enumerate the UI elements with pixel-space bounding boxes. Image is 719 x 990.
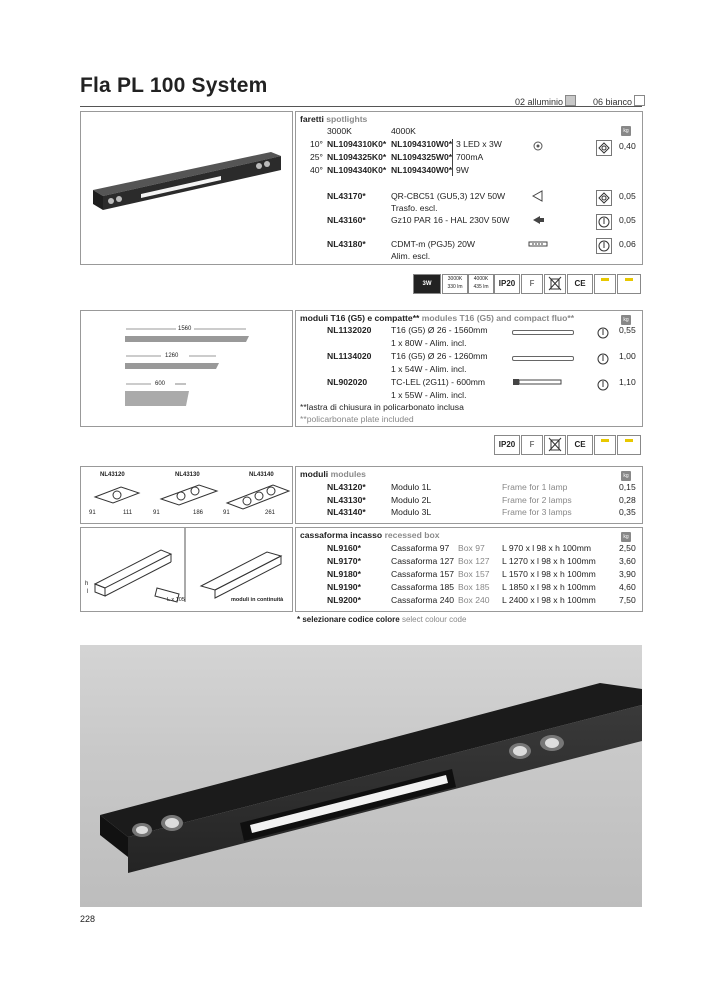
earth-icon [596, 190, 612, 206]
recessed-title-en: recessed box [384, 530, 440, 540]
ce-badge: CE [567, 435, 593, 455]
acc-desc-1a: QR-CBC51 (GU5,3) 12V 50W [391, 191, 506, 201]
f-mark-badge: F [521, 435, 543, 455]
finish-alluminio [515, 95, 576, 107]
weee-icon [544, 274, 566, 294]
kg-icon: kg [621, 471, 631, 481]
mod-dim-a3: 91 [223, 510, 230, 516]
rb-en-2: Box 127 [458, 556, 490, 566]
t16-title-it: moduli T16 (G5) e compatte** [300, 313, 420, 323]
page-number: 228 [80, 914, 96, 924]
t16-code-3: NL902020 [327, 377, 368, 387]
badge-3000k [442, 274, 468, 294]
t16-weight-2: 1,00 [619, 351, 636, 361]
earth-icon [596, 378, 610, 392]
modules-illustration [81, 479, 292, 521]
earth-icon [596, 214, 612, 230]
acc-code-2: NL43160* [327, 215, 366, 225]
led-spec-2: 700mA [456, 152, 484, 162]
rb-name-2: Cassaforma 127 [391, 556, 455, 566]
footnote-en: select colour code [401, 615, 467, 624]
t16-desc-3a: TC-LEL (2G11) - 600mm [391, 377, 486, 387]
mod-code-2: NL43130* [327, 495, 366, 505]
rb-dim-2: L 1270 x l 98 x h 100mm [502, 556, 596, 566]
kg-icon: kg [621, 532, 631, 542]
dimmer-icon [594, 435, 616, 455]
ce-badge: CE [567, 274, 593, 294]
code-3000-25: NL1094325K0* [327, 152, 387, 162]
earth-icon [596, 326, 610, 340]
earth-class-icon [617, 435, 641, 455]
finish-bianco-label: 06 bianco [593, 97, 633, 107]
rb-name-4: Cassaforma 185 [391, 582, 455, 592]
rb-dim-4: L 1850 x l 98 x h 100mm [502, 582, 596, 592]
badge-3000k-lm: 330 lm [447, 284, 463, 290]
rb-en-4: Box 185 [458, 582, 490, 592]
mod-code-1: NL43120* [327, 482, 366, 492]
earth-icon [596, 352, 610, 366]
dim-1560: 1560 [178, 326, 192, 332]
mod-en-1: Frame for 1 lamp [502, 482, 568, 492]
led-lamp-icon [532, 140, 544, 152]
rb-code-2: NL9170* [327, 556, 361, 566]
recessed-h-label: h [85, 581, 89, 587]
finish-bianco [593, 95, 645, 107]
weee-bin-icon [547, 436, 563, 452]
t16-code-2: NL1134020 [327, 351, 372, 361]
mod-dim-b2: 186 [193, 510, 204, 516]
spotlights-title-en: spotlights [326, 114, 368, 124]
acc-desc-1b: Trasfo. escl. [391, 203, 438, 213]
spotlights-title-it: faretti [300, 114, 324, 124]
bianco-swatch [634, 95, 645, 106]
rb-en-5: Box 240 [458, 595, 490, 605]
rb-dim-1: L 970 x l 98 x h 100mm [502, 543, 592, 553]
product-photo [80, 645, 642, 907]
badge-4000k [468, 274, 494, 294]
badge-4000k-lm: 435 lm [473, 284, 489, 290]
reflector-lamp-icon [531, 190, 545, 202]
rb-weight-5: 7,50 [619, 595, 636, 605]
t16-desc-1a: T16 (G5) Ø 26 - 1560mm [391, 325, 488, 335]
spotlight-image-box [80, 111, 293, 265]
recessed-image-box [80, 527, 293, 612]
t16-note-it: **lastra di chiusura in policarbonato inclusa [300, 402, 464, 412]
recessed-title [300, 530, 440, 540]
par-lamp-icon [531, 214, 545, 226]
t16-code-1: NL1132020 [327, 325, 372, 335]
rb-weight-3: 3,90 [619, 569, 636, 579]
kg-icon: kg [621, 315, 631, 325]
mod-dim-a2: 91 [153, 510, 160, 516]
acc-weight-3: 0,06 [619, 239, 636, 249]
code-4000-25: NL1094325W0* [391, 152, 453, 162]
beam-25: 25° [310, 152, 323, 162]
mod-dim-b3: 261 [265, 510, 276, 516]
acc-desc-3b: Alim. escl. [391, 251, 431, 261]
weee-icon [544, 435, 566, 455]
rb-weight-2: 3,60 [619, 556, 636, 566]
mod-name-2: Modulo 2L [391, 495, 432, 505]
modules-title-it: moduli [300, 469, 329, 479]
spotlights-title [300, 114, 367, 124]
earth-icon [596, 140, 612, 156]
rb-name-1: Cassaforma 97 [391, 543, 450, 553]
rb-weight-4: 4,60 [619, 582, 636, 592]
led-spec-3: 9W [456, 165, 469, 175]
code-3000-40: NL1094340K0* [327, 165, 387, 175]
watt-badge: 3W [413, 274, 441, 294]
recessed-title-it: cassaforma incasso [300, 530, 383, 540]
modules-image-box [80, 466, 293, 524]
acc-desc-3a: CDMT-m (PGJ5) 20W [391, 239, 476, 249]
mod-weight-2: 0,28 [619, 495, 636, 505]
spec-divider [452, 139, 453, 176]
t16-table [295, 310, 643, 427]
rb-name-3: Cassaforma 157 [391, 569, 455, 579]
col-3000k: 3000K [327, 126, 352, 136]
t16-title-en: modules T16 (G5) and compact fluo** [421, 313, 575, 323]
recessed-table [295, 527, 643, 612]
led-spec-1: 3 LED x 3W [456, 139, 502, 149]
badge-4000k-k: 4000K [473, 276, 489, 282]
code-4000-40: NL1094340W0* [391, 165, 453, 175]
page-title: Fla PL 100 System [80, 74, 268, 97]
finish-alluminio-label: 02 alluminio [515, 97, 564, 107]
dim-600: 600 [155, 381, 166, 387]
t16-desc-2b: 1 x 54W - Alim. incl. [391, 364, 467, 374]
rb-weight-1: 2,50 [619, 543, 636, 553]
mod-en-3: Frame for 3 lamps [502, 507, 572, 517]
col-4000k: 4000K [391, 126, 416, 136]
ip20-badge: IP20 [494, 274, 520, 294]
earth-class-icon [617, 274, 641, 294]
t16-weight-3: 1,10 [619, 377, 636, 387]
acc-code-1: NL43170* [327, 191, 366, 201]
code-4000-10: NL1094310W0* [391, 139, 453, 149]
footnote-it: * selezionare codice colore [297, 615, 400, 624]
tube-lamp-icon [512, 356, 574, 361]
code-3000-10: NL1094310K0* [327, 139, 387, 149]
cdm-lamp-icon [528, 240, 550, 248]
compact-fluo-icon [512, 378, 564, 386]
recessed-lx-label: L x 105 [167, 597, 185, 603]
rb-dim-5: L 2400 x l 98 x h 100mm [502, 595, 596, 605]
mod-weight-1: 0,15 [619, 482, 636, 492]
mod-code-3: NL43140* [327, 507, 366, 517]
mod-name-3: Modulo 3L [391, 507, 432, 517]
mod-dim-b1: 111 [123, 510, 133, 516]
modules-title [300, 469, 366, 479]
rb-dim-3: L 1570 x l 98 x h 100mm [502, 569, 596, 579]
t16-desc-2a: T16 (G5) Ø 26 - 1260mm [391, 351, 488, 361]
alluminio-swatch [565, 95, 576, 106]
t16-weight-1: 0,55 [619, 325, 636, 335]
rb-en-3: Box 157 [458, 569, 490, 579]
rb-name-5: Cassaforma 240 [391, 595, 455, 605]
acc-code-3: NL43180* [327, 239, 366, 249]
rb-code-1: NL9160* [327, 543, 361, 553]
mod-label-2: NL43130 [175, 472, 200, 478]
spotlights-table [295, 111, 643, 265]
rb-code-5: NL9200* [327, 595, 361, 605]
beam-40: 40° [310, 165, 323, 175]
tube-lamp-icon [512, 330, 574, 335]
t16-desc-3b: 1 x 55W - Alim. incl. [391, 390, 467, 400]
beam-10: 10° [310, 139, 323, 149]
t16-desc-1b: 1 x 80W - Alim. incl. [391, 338, 467, 348]
mod-label-1: NL43120 [100, 472, 125, 478]
f-mark-badge: F [521, 274, 543, 294]
kg-icon: kg [621, 126, 631, 136]
modules-table [295, 466, 643, 524]
t16-image-box [80, 310, 293, 427]
fixture-render [80, 645, 642, 907]
acc-weight-2: 0,05 [619, 215, 636, 225]
mod-label-3: NL43140 [249, 472, 274, 478]
acc-weight-1: 0,05 [619, 191, 636, 201]
mod-name-1: Modulo 1L [391, 482, 432, 492]
dim-1260: 1260 [165, 353, 179, 359]
recessed-l-label: l [87, 589, 89, 595]
recessed-cont-label: moduli in continuità [231, 597, 284, 603]
badge-3000k-k: 3000K [447, 276, 463, 282]
rb-code-4: NL9190* [327, 582, 361, 592]
dimmer-icon [594, 274, 616, 294]
ip20-badge: IP20 [494, 435, 520, 455]
footnote [297, 614, 466, 626]
mod-weight-3: 0,35 [619, 507, 636, 517]
weee-bin-icon [547, 275, 563, 291]
modules-title-en: modules [330, 469, 366, 479]
rb-en-1: Box 97 [458, 543, 485, 553]
t16-title [300, 313, 574, 323]
rb-code-3: NL9180* [327, 569, 361, 579]
t16-note-en: **policarbonate plate included [300, 414, 414, 424]
spotlight-fixture-illustration [81, 112, 292, 264]
led-weight: 0,40 [619, 141, 636, 151]
mod-en-2: Frame for 2 lamps [502, 495, 572, 505]
earth-icon [596, 238, 612, 254]
acc-desc-2a: Gz10 PAR 16 - HAL 230V 50W [391, 215, 510, 225]
mod-dim-a1: 91 [89, 510, 96, 516]
